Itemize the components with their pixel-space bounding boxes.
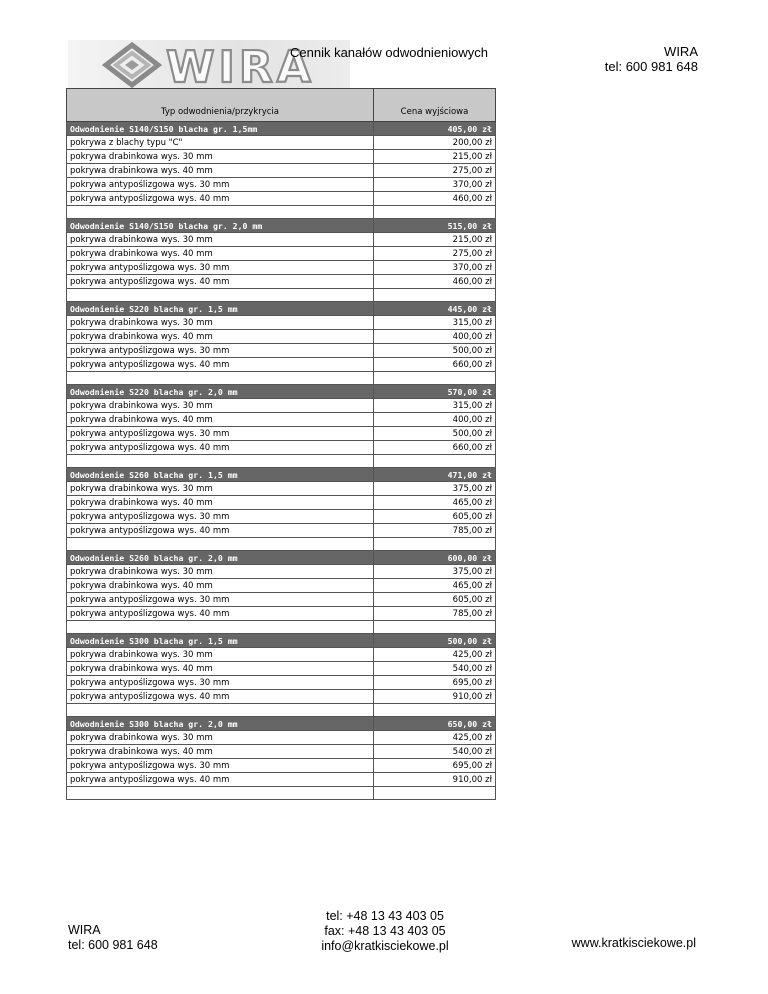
spacer-cell bbox=[374, 206, 496, 219]
table-row bbox=[67, 441, 496, 455]
item-name: pokrywa drabinkowa wys. 30 mm bbox=[67, 565, 374, 579]
document-title: Cennik kanałów odwodnieniowych bbox=[290, 45, 489, 60]
company-phone: tel: 600 981 648 bbox=[604, 59, 698, 74]
section-name: Odwodnienie S220 blacha gr. 1,5 mm bbox=[67, 302, 374, 316]
item-name: pokrywa antypoślizgowa wys. 40 mm bbox=[67, 275, 374, 289]
item-name: pokrywa antypoślizgowa wys. 30 mm bbox=[67, 427, 374, 441]
item-name: pokrywa drabinkowa wys. 40 mm bbox=[67, 330, 374, 344]
table-row bbox=[67, 648, 496, 662]
footer-company bbox=[68, 923, 158, 953]
table-row bbox=[67, 247, 496, 261]
item-name: pokrywa antypoślizgowa wys. 30 mm bbox=[67, 759, 374, 773]
header-type: Typ odwodnienia/przykrycia bbox=[67, 89, 374, 122]
section-name: Odwodnienie S260 blacha gr. 2,0 mm bbox=[67, 551, 374, 565]
table-row bbox=[67, 316, 496, 330]
item-price: 785,00 zł bbox=[374, 524, 496, 538]
section-name: Odwodnienie S300 blacha gr. 1,5 mm bbox=[67, 634, 374, 648]
item-price: 200,00 zł bbox=[374, 136, 496, 150]
footer-email[interactable]: info@kratkisciekowe.pl bbox=[321, 939, 449, 953]
item-price: 215,00 zł bbox=[374, 150, 496, 164]
section-price: 515,00 zł bbox=[374, 219, 496, 233]
item-name: pokrywa drabinkowa wys. 40 mm bbox=[67, 413, 374, 427]
section-row bbox=[67, 634, 496, 648]
spacer-cell bbox=[67, 704, 374, 717]
item-name: pokrywa drabinkowa wys. 30 mm bbox=[67, 150, 374, 164]
item-price: 315,00 zł bbox=[374, 399, 496, 413]
table-row bbox=[67, 690, 496, 704]
item-price: 425,00 zł bbox=[374, 731, 496, 745]
item-price: 370,00 zł bbox=[374, 178, 496, 192]
spacer-cell bbox=[374, 289, 496, 302]
section-price: 570,00 zł bbox=[374, 385, 496, 399]
item-name: pokrywa antypoślizgowa wys. 40 mm bbox=[67, 441, 374, 455]
item-price: 370,00 zł bbox=[374, 261, 496, 275]
table-header-row bbox=[67, 89, 496, 122]
section-price: 445,00 zł bbox=[374, 302, 496, 316]
spacer-cell bbox=[67, 621, 374, 634]
spacer-cell bbox=[67, 538, 374, 551]
table-row bbox=[67, 496, 496, 510]
item-name: pokrywa antypoślizgowa wys. 30 mm bbox=[67, 593, 374, 607]
table-row bbox=[67, 164, 496, 178]
footer-company-name: WIRA bbox=[68, 923, 101, 937]
table-row bbox=[67, 662, 496, 676]
section-price: 471,00 zł bbox=[374, 468, 496, 482]
table-row bbox=[67, 593, 496, 607]
spacer-cell bbox=[374, 372, 496, 385]
table-row bbox=[67, 731, 496, 745]
section-row bbox=[67, 302, 496, 316]
table-row bbox=[67, 233, 496, 247]
item-name: pokrywa antypoślizgowa wys. 30 mm bbox=[67, 510, 374, 524]
item-price: 500,00 zł bbox=[374, 344, 496, 358]
spacer-row bbox=[67, 372, 496, 385]
table-row bbox=[67, 413, 496, 427]
table-row bbox=[67, 607, 496, 621]
item-price: 425,00 zł bbox=[374, 648, 496, 662]
table-row bbox=[67, 524, 496, 538]
spacer-cell bbox=[374, 704, 496, 717]
item-name: pokrywa antypoślizgowa wys. 40 mm bbox=[67, 192, 374, 206]
spacer-row bbox=[67, 621, 496, 634]
spacer-cell bbox=[67, 787, 374, 800]
section-name: Odwodnienie S140/S150 blacha gr. 1,5mm bbox=[67, 122, 374, 136]
section-name: Odwodnienie S300 blacha gr. 2,0 mm bbox=[67, 717, 374, 731]
item-price: 500,00 zł bbox=[374, 427, 496, 441]
spacer-cell bbox=[67, 455, 374, 468]
item-price: 910,00 zł bbox=[374, 690, 496, 704]
table-row bbox=[67, 344, 496, 358]
price-table bbox=[66, 88, 496, 800]
logo-emblem-icon bbox=[102, 42, 162, 88]
item-price: 785,00 zł bbox=[374, 607, 496, 621]
spacer-row bbox=[67, 538, 496, 551]
item-name: pokrywa z blachy typu "C" bbox=[67, 136, 374, 150]
spacer-cell bbox=[374, 455, 496, 468]
table-row bbox=[67, 759, 496, 773]
item-name: pokrywa antypoślizgowa wys. 30 mm bbox=[67, 344, 374, 358]
item-price: 375,00 zł bbox=[374, 565, 496, 579]
footer-company-phone: tel: 600 981 648 bbox=[68, 938, 158, 952]
table-row bbox=[67, 399, 496, 413]
section-row bbox=[67, 717, 496, 731]
item-price: 460,00 zł bbox=[374, 275, 496, 289]
item-name: pokrywa drabinkowa wys. 40 mm bbox=[67, 579, 374, 593]
item-name: pokrywa drabinkowa wys. 40 mm bbox=[67, 662, 374, 676]
item-name: pokrywa drabinkowa wys. 30 mm bbox=[67, 316, 374, 330]
item-price: 540,00 zł bbox=[374, 745, 496, 759]
section-name: Odwodnienie S140/S150 blacha gr. 2,0 mm bbox=[67, 219, 374, 233]
company-contact-header bbox=[605, 44, 698, 74]
spacer-row bbox=[67, 455, 496, 468]
item-name: pokrywa antypoślizgowa wys. 40 mm bbox=[67, 773, 374, 787]
item-price: 465,00 zł bbox=[374, 579, 496, 593]
spacer-cell bbox=[374, 538, 496, 551]
item-name: pokrywa drabinkowa wys. 40 mm bbox=[67, 164, 374, 178]
company-name: WIRA bbox=[664, 44, 698, 59]
item-name: pokrywa antypoślizgowa wys. 30 mm bbox=[67, 261, 374, 275]
item-price: 660,00 zł bbox=[374, 358, 496, 372]
section-row bbox=[67, 385, 496, 399]
section-row bbox=[67, 551, 496, 565]
table-row bbox=[67, 482, 496, 496]
footer-phone: tel: +48 13 43 403 05 bbox=[326, 909, 444, 923]
table-row bbox=[67, 330, 496, 344]
table-row bbox=[67, 261, 496, 275]
section-name: Odwodnienie S220 blacha gr. 2,0 mm bbox=[67, 385, 374, 399]
item-price: 400,00 zł bbox=[374, 413, 496, 427]
table-row bbox=[67, 150, 496, 164]
item-name: pokrywa drabinkowa wys. 30 mm bbox=[67, 233, 374, 247]
spacer-row bbox=[67, 704, 496, 717]
spacer-cell bbox=[67, 289, 374, 302]
item-price: 375,00 zł bbox=[374, 482, 496, 496]
item-name: pokrywa drabinkowa wys. 30 mm bbox=[67, 731, 374, 745]
item-price: 315,00 zł bbox=[374, 316, 496, 330]
item-price: 605,00 zł bbox=[374, 510, 496, 524]
section-price: 500,00 zł bbox=[374, 634, 496, 648]
spacer-cell bbox=[67, 372, 374, 385]
item-price: 660,00 zł bbox=[374, 441, 496, 455]
item-name: pokrywa drabinkowa wys. 30 mm bbox=[67, 482, 374, 496]
footer-fax: fax: +48 13 43 403 05 bbox=[324, 924, 446, 938]
table-row bbox=[67, 745, 496, 759]
section-price: 650,00 zł bbox=[374, 717, 496, 731]
table-row bbox=[67, 192, 496, 206]
header-price: Cena wyjściowa bbox=[374, 89, 496, 122]
logo-text: WIRA bbox=[166, 44, 315, 86]
spacer-cell bbox=[374, 787, 496, 800]
spacer-cell bbox=[374, 621, 496, 634]
item-price: 695,00 zł bbox=[374, 676, 496, 690]
item-name: pokrywa drabinkowa wys. 40 mm bbox=[67, 745, 374, 759]
table-row bbox=[67, 510, 496, 524]
section-row bbox=[67, 122, 496, 136]
item-name: pokrywa antypoślizgowa wys. 30 mm bbox=[67, 178, 374, 192]
item-price: 215,00 zł bbox=[374, 233, 496, 247]
table-row bbox=[67, 427, 496, 441]
table-row bbox=[67, 579, 496, 593]
spacer-cell bbox=[67, 206, 374, 219]
section-row bbox=[67, 219, 496, 233]
table-row bbox=[67, 676, 496, 690]
table-row bbox=[67, 136, 496, 150]
item-name: pokrywa antypoślizgowa wys. 40 mm bbox=[67, 607, 374, 621]
item-price: 465,00 zł bbox=[374, 496, 496, 510]
item-price: 275,00 zł bbox=[374, 247, 496, 261]
item-price: 460,00 zł bbox=[374, 192, 496, 206]
item-name: pokrywa drabinkowa wys. 40 mm bbox=[67, 496, 374, 510]
item-name: pokrywa antypoślizgowa wys. 40 mm bbox=[67, 358, 374, 372]
item-price: 695,00 zł bbox=[374, 759, 496, 773]
item-price: 910,00 zł bbox=[374, 773, 496, 787]
item-name: pokrywa drabinkowa wys. 40 mm bbox=[67, 247, 374, 261]
item-name: pokrywa antypoślizgowa wys. 30 mm bbox=[67, 676, 374, 690]
item-price: 275,00 zł bbox=[374, 164, 496, 178]
table-row bbox=[67, 358, 496, 372]
item-price: 540,00 zł bbox=[374, 662, 496, 676]
section-price: 600,00 zł bbox=[374, 551, 496, 565]
table-row bbox=[67, 773, 496, 787]
spacer-row bbox=[67, 787, 496, 800]
footer-contact bbox=[300, 909, 470, 954]
item-price: 400,00 zł bbox=[374, 330, 496, 344]
table-row bbox=[67, 178, 496, 192]
item-name: pokrywa antypoślizgowa wys. 40 mm bbox=[67, 524, 374, 538]
item-name: pokrywa drabinkowa wys. 30 mm bbox=[67, 399, 374, 413]
price-table-body bbox=[67, 89, 496, 800]
item-name: pokrywa antypoślizgowa wys. 40 mm bbox=[67, 690, 374, 704]
section-price: 405,00 zł bbox=[374, 122, 496, 136]
table-row bbox=[67, 275, 496, 289]
table-row bbox=[67, 565, 496, 579]
item-price: 605,00 zł bbox=[374, 593, 496, 607]
section-row bbox=[67, 468, 496, 482]
spacer-row bbox=[67, 206, 496, 219]
item-name: pokrywa drabinkowa wys. 30 mm bbox=[67, 648, 374, 662]
spacer-row bbox=[67, 289, 496, 302]
footer-website[interactable]: www.kratkisciekowe.pl bbox=[571, 936, 696, 950]
section-name: Odwodnienie S260 blacha gr. 1,5 mm bbox=[67, 468, 374, 482]
